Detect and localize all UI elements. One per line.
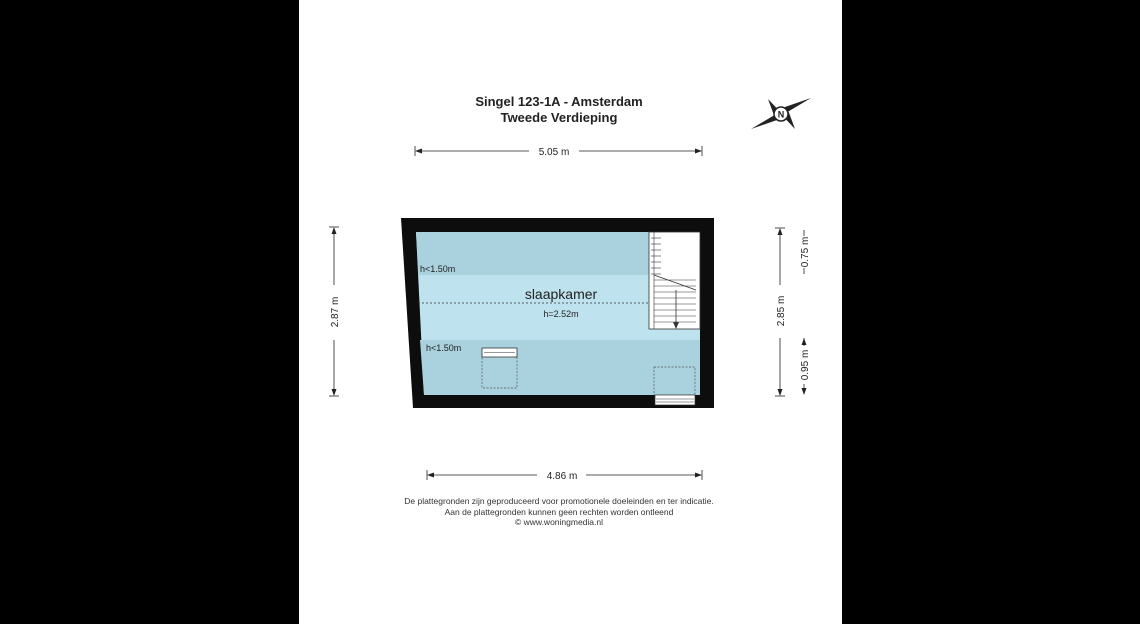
top-width-label: 5.05 m bbox=[538, 147, 570, 158]
bottom-width-label: 4.86 m bbox=[546, 471, 578, 482]
floorplan-sheet bbox=[299, 0, 842, 624]
compass-north-icon bbox=[751, 98, 811, 129]
right-height-label: 2.85 m bbox=[776, 295, 787, 327]
floorplan-drawing bbox=[299, 0, 842, 624]
address-title: Singel 123-1A - Amsterdam bbox=[475, 94, 643, 109]
dimension-bottom-width bbox=[427, 470, 702, 482]
room-height-label: h=2.52m bbox=[543, 309, 579, 319]
dimension-top-width bbox=[415, 146, 702, 158]
floor-title: Tweede Verdieping bbox=[500, 110, 618, 125]
room-name-label: slaapkamer bbox=[524, 286, 598, 302]
dimension-right-lower bbox=[800, 338, 811, 395]
low-ceiling-zone-bottom bbox=[420, 340, 700, 395]
dimension-left-height bbox=[329, 227, 341, 396]
dimension-right-upper bbox=[800, 230, 811, 274]
disclaimer-line-1: De plattegronden zijn geproduceerd voor promotionele doeleinden en ter indicatie. bbox=[404, 496, 714, 506]
disclaimer-copyright: © www.woningmedia.nl bbox=[515, 517, 603, 527]
disclaimer bbox=[359, 496, 759, 528]
low-height-label-top: h<1.50m bbox=[420, 264, 456, 274]
right-lower-label: 0.95 m bbox=[800, 349, 811, 381]
left-height-label: 2.87 m bbox=[330, 296, 341, 328]
disclaimer-line-2: Aan de plattegronden kunnen geen rechten worden ontleend bbox=[444, 506, 674, 517]
right-upper-label: 0.75 m bbox=[800, 236, 811, 268]
compass-label: N bbox=[777, 109, 785, 120]
low-height-label-bottom: h<1.50m bbox=[426, 343, 462, 353]
dimension-right-height bbox=[775, 228, 787, 396]
staircase bbox=[649, 232, 700, 329]
